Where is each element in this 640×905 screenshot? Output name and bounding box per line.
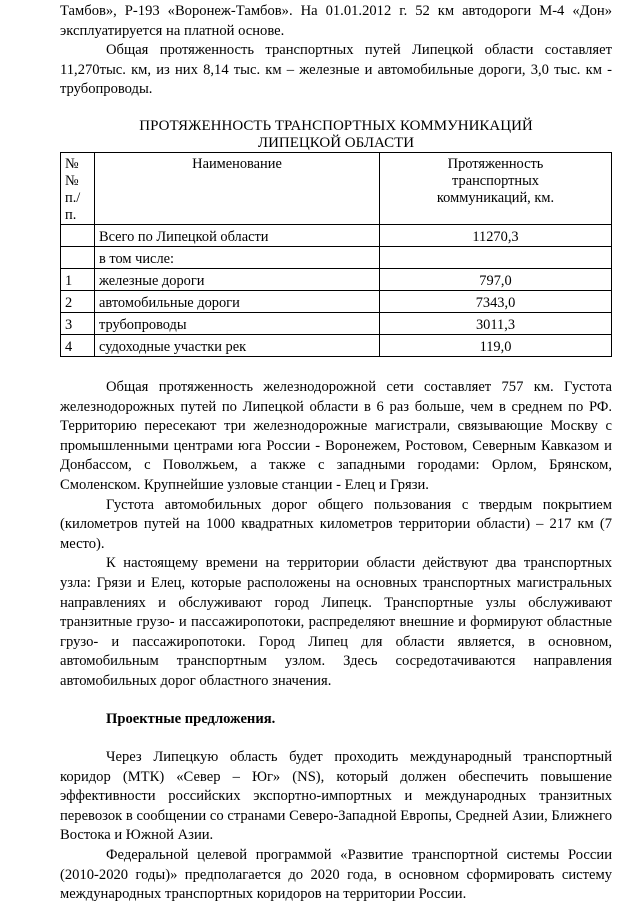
section-title: Проектные предложения. [106, 711, 276, 728]
row-num: 4 [61, 334, 95, 356]
body-paragraph-corridor: Через Липецкую область будет проходить международный транспортный коридор (МТК) «Север – Юг» (NS), который должен обеспечить повышение эффективности российских экспортно-импортных и международных транзитных перевозок в сообщении со странами Северо-Западной Европы, Средней Азии, Ближнего Востока и Южной Азии. [60, 749, 612, 844]
row-num [61, 224, 95, 246]
communications-table [60, 152, 612, 357]
row-value: 119,0 [380, 334, 612, 356]
body-paragraph-federal-program: Федеральной целевой программой «Развитие транспортной системы России (2010-2020 годы)» предполагается до 2020 года, в основном сформировать систему международных транспортных коридоров на территории России. [60, 847, 612, 903]
header-num: №№ п./п. [61, 152, 95, 224]
intro-paragraph-2: Общая протяженность транспортных путей Липецкой области составляет 11,270тыс. км, из них 8,14 тыс. км – железные и автомобильные дороги, 3,0 тыс. км - трубопроводы. [60, 42, 612, 98]
row-name: Всего по Липецкой области [95, 224, 380, 246]
table-title-line-2: ЛИПЕЦКОЙ ОБЛАСТИ [257, 134, 415, 151]
table-row [61, 246, 612, 268]
row-name: железные дороги [95, 268, 380, 290]
body-paragraph-transport-hubs: К настоящему времени на территории области действуют два транспортных узла: Грязи и Елец, которые расположены на основных транспортных магистральных направлениях и обслуживают город Липецк. Транспортные узлы обслуживают транзитные грузо- и пассажиропотоки, распределяют внешние и формируют областные грузо- и пассажиропотоки. Город Липец для области является, в основном, автомобильным транспортным узлом. Здесь сосредотачиваются направления автомобильных дорог областного значения. [60, 555, 612, 689]
table-row [61, 334, 612, 356]
table-title [60, 118, 612, 152]
row-num [61, 246, 95, 268]
row-name: в том числе: [95, 246, 380, 268]
row-value: 3011,3 [380, 312, 612, 334]
row-name: трубопроводы [95, 312, 380, 334]
row-value: 7343,0 [380, 290, 612, 312]
table-row [61, 224, 612, 246]
row-value [380, 246, 612, 268]
intro-paragraph-1: Тамбов», Р-193 «Воронеж-Тамбов». На 01.01.2012 г. 52 км автодороги М-4 «Дон» эксплуатируется на платной основе. [60, 3, 612, 39]
table-row [61, 312, 612, 334]
row-name: автомобильные дороги [95, 290, 380, 312]
body-paragraph-road-density: Густота автомобильных дорог общего пользования с твердым покрытием (километров путей на 1000 квадратных километров территории области) – 217 км (7 место). [60, 496, 612, 552]
row-num: 1 [61, 268, 95, 290]
table-header-row [61, 152, 612, 224]
table-row [61, 268, 612, 290]
table-row [61, 290, 612, 312]
row-value: 11270,3 [380, 224, 612, 246]
header-name: Наименование [95, 152, 380, 224]
body-paragraph-railways: Общая протяженность железнодорожной сети составляет 757 км. Густота железнодорожных путей по Липецкой области в 6 раз больше, чем в среднем по РФ. Территорию пересекают три железнодорожные магистрали, связывающие Москву с промышленными центрами юга России - Воронежем, Ростовом, Северным Кавказом и Донбассом, с Поволжьем, а также с западными городами: Орлом, Брянском, Смоленском. Крупнейшие узловые станции - Елец и Грязи. [60, 378, 612, 493]
row-value: 797,0 [380, 268, 612, 290]
table-title-line-1: ПРОТЯЖЕННОСТЬ ТРАНСПОРТНЫХ КОММУНИКАЦИЙ [139, 117, 533, 134]
row-num: 3 [61, 312, 95, 334]
body-text [60, 378, 612, 692]
row-num: 2 [61, 290, 95, 312]
row-name: судоходные участки рек [95, 334, 380, 356]
header-length: Протяженность транспортных коммуникаций, км. [380, 152, 612, 224]
